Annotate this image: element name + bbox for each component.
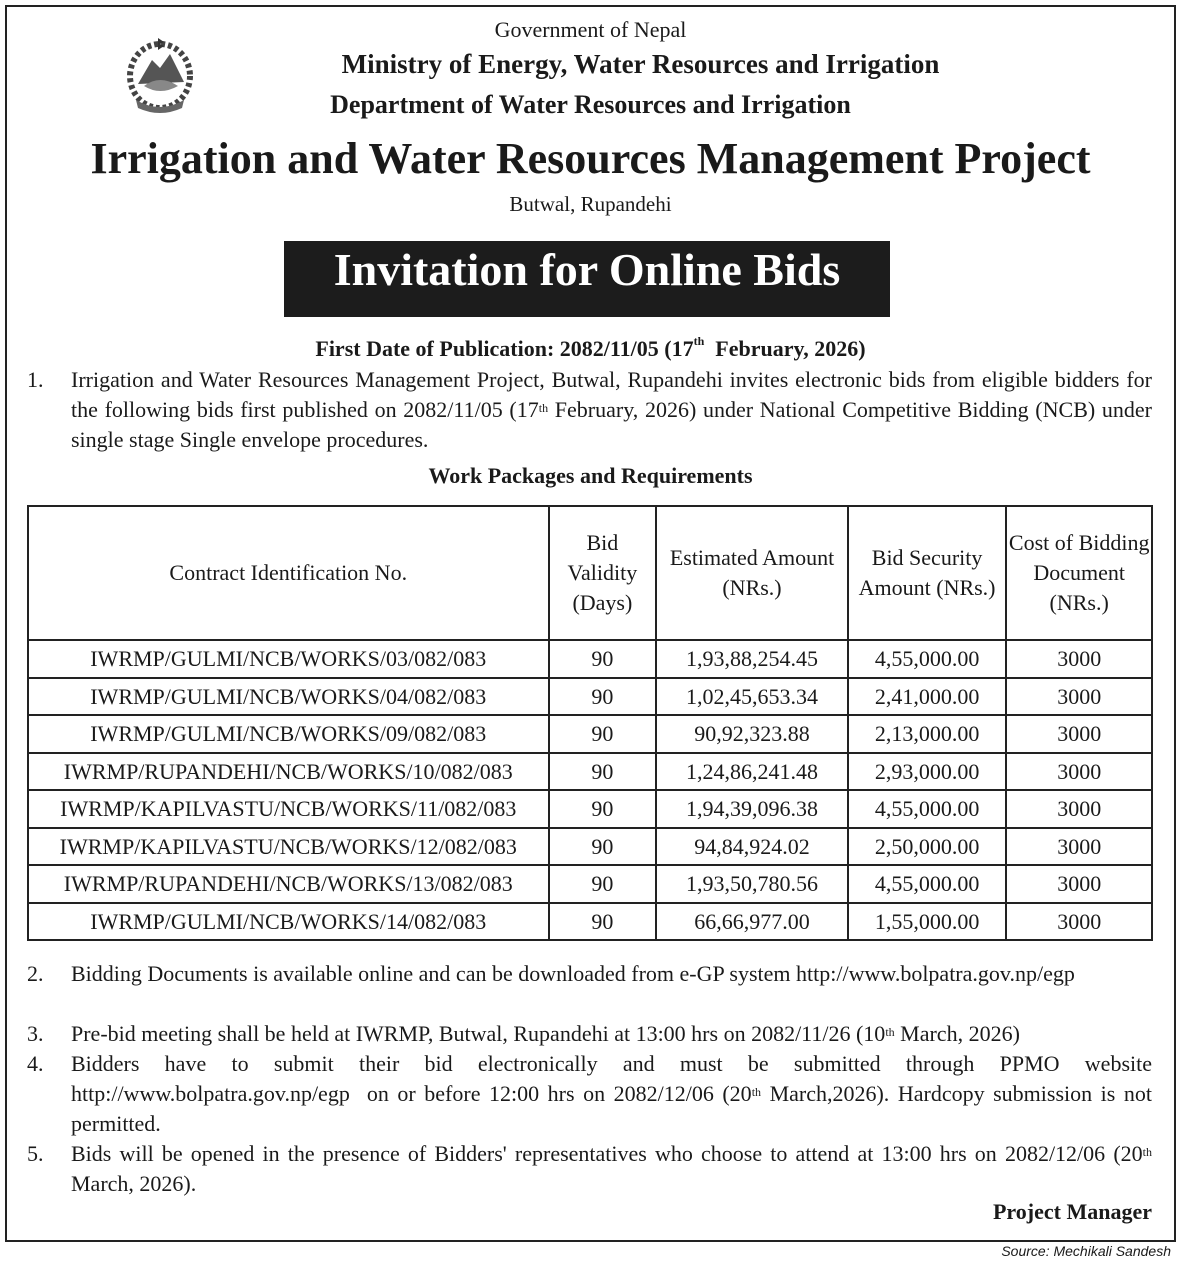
cell-document-cost: 3000 xyxy=(1006,828,1152,866)
cell-contract-id: IWRMP/GULMI/NCB/WORKS/03/082/083 xyxy=(28,640,549,678)
work-packages-table xyxy=(27,505,1153,941)
cell-document-cost: 3000 xyxy=(1006,640,1152,678)
cell-estimated-amount: 66,66,977.00 xyxy=(656,903,848,941)
item-number: 5. xyxy=(27,1141,44,1166)
cell-bid-validity: 90 xyxy=(549,640,657,678)
table-row xyxy=(28,790,1152,828)
cell-estimated-amount: 90,92,323.88 xyxy=(656,715,848,753)
ministry-name: Ministry of Energy, Water Resources and Irrigation xyxy=(341,49,940,79)
item-3-text: Pre-bid meeting shall be held at IWRMP, Butwal, Rupandehi at 13:00 hrs on 2082/11/26 (10th March, 2026) xyxy=(71,1021,1020,1046)
table-row xyxy=(28,678,1152,716)
cell-estimated-amount: 1,02,45,653.34 xyxy=(656,678,848,716)
cell-document-cost: 3000 xyxy=(1006,865,1152,903)
col-header-contract-id: Contract Identification No. xyxy=(28,506,549,640)
table-row xyxy=(28,828,1152,866)
cell-bid-security: 4,55,000.00 xyxy=(848,865,1007,903)
cell-bid-validity: 90 xyxy=(549,753,657,791)
cell-estimated-amount: 1,93,88,254.45 xyxy=(656,640,848,678)
col-header-estimated-amount: Estimated Amount (NRs.) xyxy=(656,506,848,640)
item-4-text: Bidders have to submit their bid electronically and must be submitted through PPMO website http://www.bolpatra.gov.np/egp on or before 12:00 hrs on 2082/12/06 (20th March,2026). Hardcopy submission is not permitted. xyxy=(71,1051,1158,1136)
table-row xyxy=(28,865,1152,903)
cell-bid-validity: 90 xyxy=(549,678,657,716)
publication-date: First Date of Publication: 2082/11/05 (17th February, 2026) xyxy=(315,334,866,361)
cell-contract-id: IWRMP/RUPANDEHI/NCB/WORKS/13/082/083 xyxy=(28,865,549,903)
item-1-text: Irrigation and Water Resources Management Project, Butwal, Rupandehi invites electronic bids from eligible bidders for the following bids first published on 2082/11/05 (17th February, 2026) under National Competitive Bidding (NCB) under single stage Single envelope procedures. xyxy=(71,367,1152,452)
cell-document-cost: 3000 xyxy=(1006,903,1152,941)
cell-bid-validity: 90 xyxy=(549,715,657,753)
signature-title: Project Manager xyxy=(992,1199,1152,1224)
cell-contract-id: IWRMP/GULMI/NCB/WORKS/14/082/083 xyxy=(28,903,549,941)
cell-document-cost: 3000 xyxy=(1006,715,1152,753)
table-header-row xyxy=(28,506,1152,640)
item-2-text: Bidding Documents is available online and can be downloaded from e-GP system http://www.bolpatra.gov.np/egp xyxy=(71,961,1075,986)
table-row xyxy=(28,715,1152,753)
item-number: 1. xyxy=(27,367,44,392)
cell-bid-security: 2,13,000.00 xyxy=(848,715,1007,753)
cell-bid-validity: 90 xyxy=(549,790,657,828)
cell-document-cost: 3000 xyxy=(1006,678,1152,716)
item-number: 2. xyxy=(27,961,44,986)
project-location: Butwal, Rupandehi xyxy=(509,192,672,216)
cell-bid-validity: 90 xyxy=(549,903,657,941)
cell-document-cost: 3000 xyxy=(1006,790,1152,828)
cell-bid-security: 2,93,000.00 xyxy=(848,753,1007,791)
col-header-document-cost: Cost of Bidding Document (NRs.) xyxy=(1006,506,1152,640)
cell-bid-validity: 90 xyxy=(549,865,657,903)
cell-bid-validity: 90 xyxy=(549,828,657,866)
item-5-text: Bids will be opened in the presence of Bidders' representatives who choose to attend at 13:00 hrs on 2082/12/06 (20th March, 2026). xyxy=(71,1141,1152,1196)
department-name: Department of Water Resources and Irrigation xyxy=(330,90,851,119)
government-name: Government of Nepal xyxy=(494,17,687,42)
cell-contract-id: IWRMP/RUPANDEHI/NCB/WORKS/10/082/083 xyxy=(28,753,549,791)
cell-estimated-amount: 1,93,50,780.56 xyxy=(656,865,848,903)
cell-contract-id: IWRMP/KAPILVASTU/NCB/WORKS/12/082/083 xyxy=(28,828,549,866)
cell-bid-security: 1,55,000.00 xyxy=(848,903,1007,941)
table-caption: Work Packages and Requirements xyxy=(428,463,753,488)
notice-title: Invitation for Online Bids xyxy=(284,241,890,317)
cell-bid-security: 4,55,000.00 xyxy=(848,640,1007,678)
item-number: 3. xyxy=(27,1021,44,1046)
cell-contract-id: IWRMP/KAPILVASTU/NCB/WORKS/11/082/083 xyxy=(28,790,549,828)
table-row xyxy=(28,753,1152,791)
col-header-bid-security: Bid Security Amount (NRs.) xyxy=(848,506,1007,640)
cell-estimated-amount: 1,94,39,096.38 xyxy=(656,790,848,828)
project-title: Irrigation and Water Resources Management Project xyxy=(90,134,1091,183)
cell-estimated-amount: 94,84,924.02 xyxy=(656,828,848,866)
col-header-bid-validity: Bid Validity (Days) xyxy=(549,506,657,640)
cell-contract-id: IWRMP/GULMI/NCB/WORKS/09/082/083 xyxy=(28,715,549,753)
item-number: 4. xyxy=(27,1051,44,1076)
cell-estimated-amount: 1,24,86,241.48 xyxy=(656,753,848,791)
table-row xyxy=(28,903,1152,941)
source-credit: Source: Mechikali Sandesh xyxy=(1001,1243,1171,1259)
cell-document-cost: 3000 xyxy=(1006,753,1152,791)
cell-bid-security: 4,55,000.00 xyxy=(848,790,1007,828)
cell-bid-security: 2,41,000.00 xyxy=(848,678,1007,716)
cell-bid-security: 2,50,000.00 xyxy=(848,828,1007,866)
cell-contract-id: IWRMP/GULMI/NCB/WORKS/04/082/083 xyxy=(28,678,549,716)
table-row xyxy=(28,640,1152,678)
